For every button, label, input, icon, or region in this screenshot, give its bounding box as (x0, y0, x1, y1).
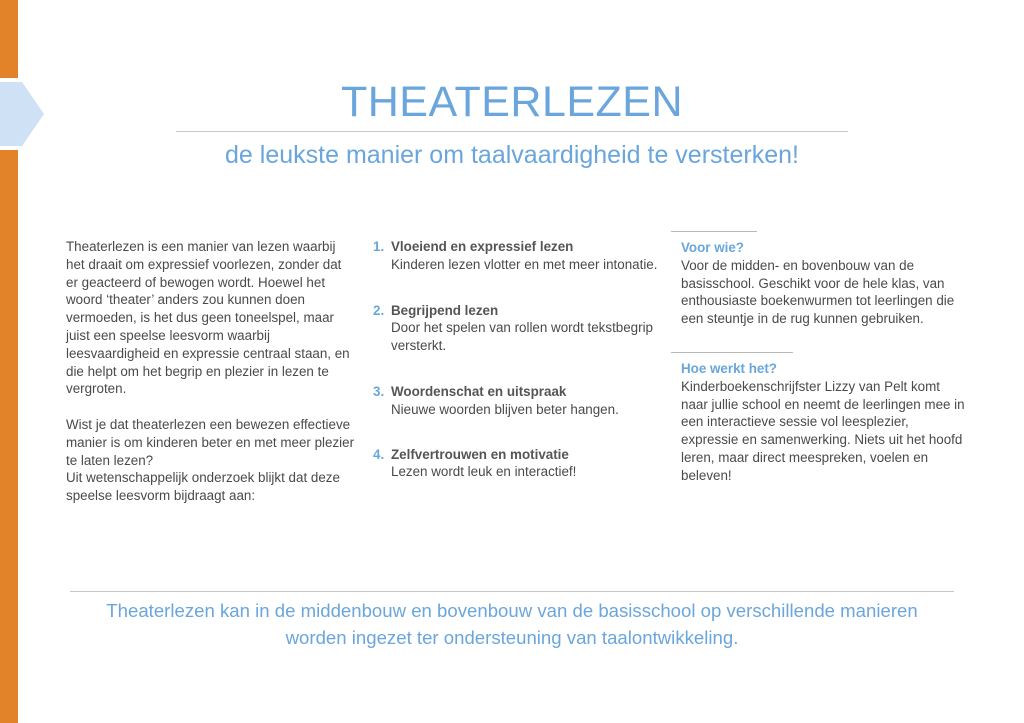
benefit-text: Nieuwe woorden blijven beter hangen. (391, 401, 619, 417)
how-section (681, 352, 966, 485)
benefit-item (373, 446, 658, 482)
benefit-number: 2. (373, 302, 385, 318)
benefit-text: Lezen wordt leuk en interactief! (391, 464, 577, 480)
benefit-item (373, 238, 658, 274)
orange-side-bar-top (0, 0, 18, 78)
benefit-title: Begrijpend lezen (391, 302, 499, 318)
who-text: Voor de midden- en bovenbouw van de basisschool. Geschikt voor de hele klas, van enthousiaste boekenwurmen tot leerlingen die een steuntje in de rug kunnen gebruiken. (681, 257, 955, 327)
footer-line: Theaterlezen kan in de middenbouw en bovenbouw van de basisschool op verschillende manieren (106, 600, 918, 621)
benefit-item (373, 302, 658, 355)
benefit-number: 1. (373, 239, 385, 254)
how-heading: Hoe werkt het? (681, 360, 777, 376)
benefit-text: Door het spelen van rollen wordt tekstbegrip versterkt. (391, 320, 654, 354)
benefits-list (373, 238, 658, 481)
footer-divider (70, 591, 954, 592)
benefit-number: 4. (373, 446, 385, 462)
info-column (681, 231, 966, 485)
benefit-text: Kinderen lezen vlotter en met meer intonatie. (391, 256, 658, 272)
benefit-item (373, 383, 658, 419)
benefit-title: Woordenschat en uitspraak (391, 383, 567, 399)
section-divider (671, 352, 793, 353)
intro-column (66, 238, 356, 505)
orange-side-bar-bottom (0, 150, 18, 723)
benefit-title: Vloeiend en expressief lezen (391, 239, 574, 254)
footer-line: worden ingezet ter ondersteuning van taalontwikkeling. (285, 627, 739, 648)
intro-question: Wist je dat theaterlezen een bewezen effectieve manier is om kinderen beter en met meer plezier te laten lezen? (66, 416, 355, 468)
how-text: Kinderboekenschrijfster Lizzy van Pelt komt naar jullie school en neemt de leerlingen mee in een interactieve sessie vol leesplezier, expressie en samenwerking. Niets uit het hoofd leren, maar direct meespreken, voelen en beleven! (681, 378, 965, 483)
footer-statement (40, 597, 984, 651)
page-subtitle: de leukste manier om taalvaardigheid te versterken! (225, 141, 799, 169)
benefit-title: Zelfvertrouwen en motivatie (391, 446, 569, 462)
page-title: THEATERLEZEN (340, 78, 684, 126)
intro-paragraph: Theaterlezen is een manier van lezen waarbij het draait om expressief voorlezen, zonder dat er geacteerd of bewogen wordt. Hoewel het woord ‘theater’ anders zou kunnen doen vermoeden, is het dus geen toneelspel, maar juist een speelse leesvorm waarbij leesvaardigheid en expressie centraal staan, en die helpt om het begrip en plezier in lezen te vergroten. (66, 239, 350, 397)
intro-paragraph (66, 416, 356, 505)
section-divider (671, 231, 757, 232)
who-heading: Voor wie? (681, 240, 744, 255)
title-divider (176, 131, 848, 132)
benefit-number: 3. (373, 383, 385, 399)
intro-lead-in: Uit wetenschappelijk onderzoek blijkt dat deze speelse leesvorm bijdraagt aan: (66, 470, 340, 504)
